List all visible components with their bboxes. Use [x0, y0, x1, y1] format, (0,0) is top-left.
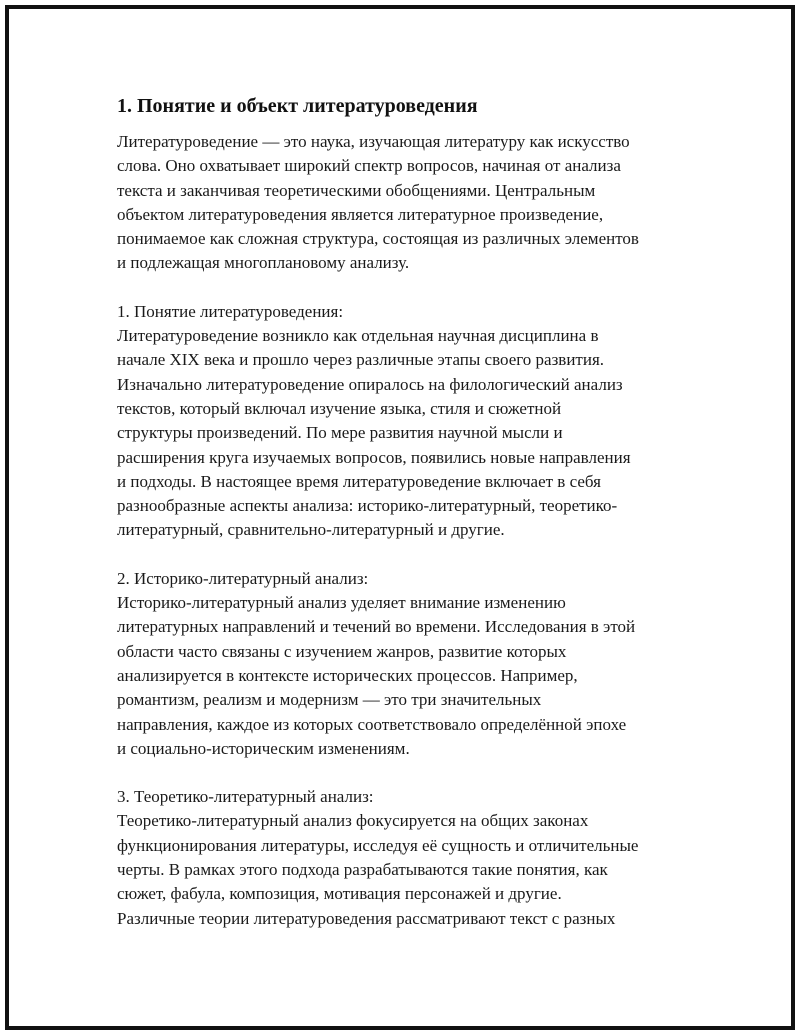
document-body [117, 92, 697, 931]
section-paragraph: Теоретико-литературный анализ фокусируется на общих законах функционирования литературы, исследуя её сущность и отличительные черты. В рамках этого подхода разрабатываются такие понятия, как сюжет, фабула, композиция, мотивация персонажей и другие. Различные теории литературоведения рассматривают текст с разных [117, 811, 639, 928]
section-heading: 3. Теоретико-литературный анализ: [117, 787, 374, 807]
section-concept [117, 300, 697, 543]
section-historical-analysis [117, 567, 697, 761]
section-theoretical-analysis [117, 785, 697, 931]
page-title: 1. Понятие и объект литературоведения [117, 95, 478, 117]
section-paragraph: Историко-литературный анализ уделяет внимание изменению литературных направлений и течений во времени. Исследования в этой области часто связаны с изучением жанров, развитие которых анализируется в контексте исторических процессов. Например, романтизм, реализм и модернизм — это три значительных направления, каждое из которых соответствовало определённой эпохе и социально-историческим изменениям. [117, 593, 636, 758]
section-heading: 1. Понятие литературоведения: [117, 301, 344, 321]
section-paragraph: Литературоведение возникло как отдельная научная дисциплина в начале XIX века и прошло через различные этапы своего развития. Изначально литературоведение опиралось на филологический анализ текстов, который включал изучение языка, стиля и сюжетной структуры произведений. По мере развития научной мысли и расширения круга изучаемых вопросов, появились новые направления и подходы. В настоящее время литературоведение включает в себя разнообразные аспекты анализа: историко-литературный, теоретико- литературный, сравнительно-литературный и другие. [117, 326, 631, 540]
section-heading: 2. Историко-литературный анализ: [117, 568, 369, 588]
intro-paragraph: Литературоведение — это наука, изучающая литературу как искусство слова. Оно охватывает широкий спектр вопросов, начиная от анализа текста и заканчивая теоретическими обобщениями. Центральным объектом литературоведения является литературное произведение, понимаемое как сложная структура, состоящая из различных элементов и подлежащая многоплановому анализу. [117, 132, 639, 273]
